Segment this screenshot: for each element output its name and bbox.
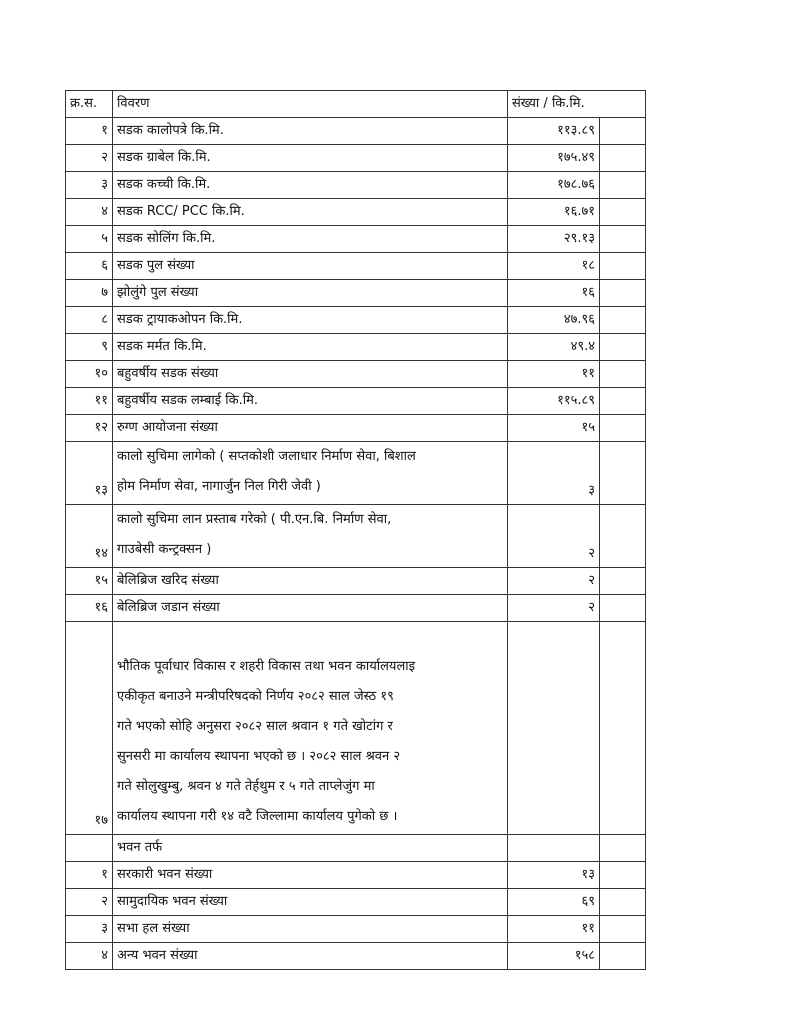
row-value [508, 622, 600, 835]
row-value: २९.१३ [508, 226, 600, 253]
row-sn: १४ [66, 505, 113, 568]
description-line: एकीकृत बनाउने मन्त्रीपरिषदको निर्णय २०८२ साल जेस्ठ १९ [117, 689, 394, 704]
row-description: सडक कच्ची कि.मि. [113, 172, 508, 199]
row-description: सडक ग्राबेल कि.मि. [113, 145, 508, 172]
table-row [66, 862, 646, 889]
row-sn: ५ [66, 226, 113, 253]
row-sn [66, 835, 113, 862]
row-value: १५८ [508, 943, 600, 970]
row-empty-cell [600, 145, 646, 172]
table-row [66, 172, 646, 199]
table-row [66, 916, 646, 943]
description-line: कालो सुचिमा लागेको ( सप्तकोशी जलाधार निर्माण सेवा, बिशाल [117, 449, 416, 464]
description-line: भौतिक पूर्वाधार विकास र शहरी विकास तथा भवन कार्यालयलाइ [117, 659, 416, 674]
row-description: झोलुंगे पुल संख्या [113, 280, 508, 307]
row-sn: ८ [66, 307, 113, 334]
row-description: बेलिब्रिज खरिद संख्या [113, 568, 508, 595]
section-heading-row [66, 835, 646, 862]
row-value: १३ [508, 862, 600, 889]
row-description [113, 505, 508, 568]
row-description: सडक मर्मत कि.मि. [113, 334, 508, 361]
row-empty-cell [600, 415, 646, 442]
table-row [66, 280, 646, 307]
row-empty-cell [600, 916, 646, 943]
row-empty-cell [600, 595, 646, 622]
table-row [66, 568, 646, 595]
row-empty-cell [600, 280, 646, 307]
table-row [66, 943, 646, 970]
row-description: सभा हल संख्या [113, 916, 508, 943]
row-empty-cell [600, 622, 646, 835]
row-value: ६९ [508, 889, 600, 916]
table-row [66, 361, 646, 388]
row-description: सडक RCC/ PCC कि.मि. [113, 199, 508, 226]
table-row [66, 388, 646, 415]
header-description: विवरण [113, 91, 508, 118]
row-value: १५ [508, 415, 600, 442]
row-empty-cell [600, 505, 646, 568]
row-description: सडक सोलिंग कि.मि. [113, 226, 508, 253]
description-line: कार्यालय स्थापना गरी १४ वटै जिल्लामा कार्यालय पुगेको छ । [117, 809, 398, 824]
row-sn: ९ [66, 334, 113, 361]
row-value: ४७.९६ [508, 307, 600, 334]
row-description: बेलिब्रिज जडान संख्या [113, 595, 508, 622]
row-empty-cell [600, 442, 646, 505]
row-sn: १३ [66, 442, 113, 505]
table-row [66, 226, 646, 253]
row-empty-cell [600, 334, 646, 361]
row-description: सरकारी भवन संख्या [113, 862, 508, 889]
table-row [66, 199, 646, 226]
description-line: सुनसरी मा कार्यालय स्थापना भएको छ । २०८२ साल श्रवन २ [117, 749, 401, 764]
table-row [66, 118, 646, 145]
row-value: १६.७१ [508, 199, 600, 226]
row-empty-cell [600, 835, 646, 862]
table-row [66, 415, 646, 442]
row-empty-cell [600, 943, 646, 970]
header-sn: क्र.स. [66, 91, 113, 118]
description-line: होम निर्माण सेवा, नागार्जुन निल गिरी जेवी ) [117, 479, 321, 494]
row-value: ११३.८९ [508, 118, 600, 145]
section-heading: भवन तर्फ [113, 835, 508, 862]
infrastructure-table [65, 90, 646, 970]
table-row [66, 253, 646, 280]
row-sn: १० [66, 361, 113, 388]
row-value: १८ [508, 253, 600, 280]
description-line: गते भएको सोहि अनुसरा २०८२ साल श्रवान १ गते खोटांग र [117, 719, 393, 734]
row-description: सडक ट्रायाकओपन कि.मि. [113, 307, 508, 334]
row-sn: १२ [66, 415, 113, 442]
row-empty-cell [600, 199, 646, 226]
row-value: २ [508, 568, 600, 595]
description-line: गाउबेसी कन्ट्रक्सन ) [117, 542, 212, 557]
row-sn: १७ [66, 622, 113, 835]
row-empty-cell [600, 889, 646, 916]
description-line: कालो सुचिमा लान प्रस्ताब गरेको ( पी.एन.बि. निर्माण सेवा, [117, 512, 392, 527]
row-value: ११५.८९ [508, 388, 600, 415]
row-empty-cell [600, 253, 646, 280]
row-value: २ [508, 595, 600, 622]
row-sn: ११ [66, 388, 113, 415]
row-description: सामुदायिक भवन संख्या [113, 889, 508, 916]
row-sn: ६ [66, 253, 113, 280]
header-value: संख्या / कि.मि. [508, 91, 646, 118]
row-sn: ३ [66, 172, 113, 199]
row-value: १७५.४९ [508, 145, 600, 172]
table-row [66, 595, 646, 622]
row-value: २ [508, 505, 600, 568]
row-empty-cell [600, 307, 646, 334]
table-row [66, 505, 646, 568]
table-row-notes [66, 622, 646, 835]
row-description: सडक पुल संख्या [113, 253, 508, 280]
row-empty-cell [600, 118, 646, 145]
row-description: अन्य भवन संख्या [113, 943, 508, 970]
row-sn: १ [66, 862, 113, 889]
row-value: ११ [508, 916, 600, 943]
table-row [66, 889, 646, 916]
row-sn: ४ [66, 199, 113, 226]
table-row [66, 442, 646, 505]
row-value: ३ [508, 442, 600, 505]
row-empty-cell [600, 226, 646, 253]
table-row [66, 145, 646, 172]
table-row [66, 307, 646, 334]
description-line: गते सोलुखुम्बु, श्रवन ४ गते तेर्हथुम र ५ गते ताप्लेजुंग मा [117, 779, 375, 794]
row-description [113, 622, 508, 835]
row-sn: १५ [66, 568, 113, 595]
row-description: बहुवर्षीय सडक लम्बाई कि.मि. [113, 388, 508, 415]
row-value [508, 835, 600, 862]
row-sn: ४ [66, 943, 113, 970]
row-empty-cell [600, 361, 646, 388]
row-description: सडक कालोपत्रे कि.मि. [113, 118, 508, 145]
row-value: ४९.४ [508, 334, 600, 361]
table-header-row [66, 91, 646, 118]
row-value: १६ [508, 280, 600, 307]
row-sn: २ [66, 145, 113, 172]
row-empty-cell [600, 172, 646, 199]
row-empty-cell [600, 388, 646, 415]
row-value: १७८.७६ [508, 172, 600, 199]
row-sn: १६ [66, 595, 113, 622]
row-sn: १ [66, 118, 113, 145]
row-sn: २ [66, 889, 113, 916]
row-description [113, 442, 508, 505]
row-value: ११ [508, 361, 600, 388]
row-empty-cell [600, 568, 646, 595]
table-row [66, 334, 646, 361]
row-description: बहुवर्षीय सडक संख्या [113, 361, 508, 388]
row-empty-cell [600, 862, 646, 889]
row-sn: ३ [66, 916, 113, 943]
row-description: रुग्ण आयोजना संख्या [113, 415, 508, 442]
row-sn: ७ [66, 280, 113, 307]
